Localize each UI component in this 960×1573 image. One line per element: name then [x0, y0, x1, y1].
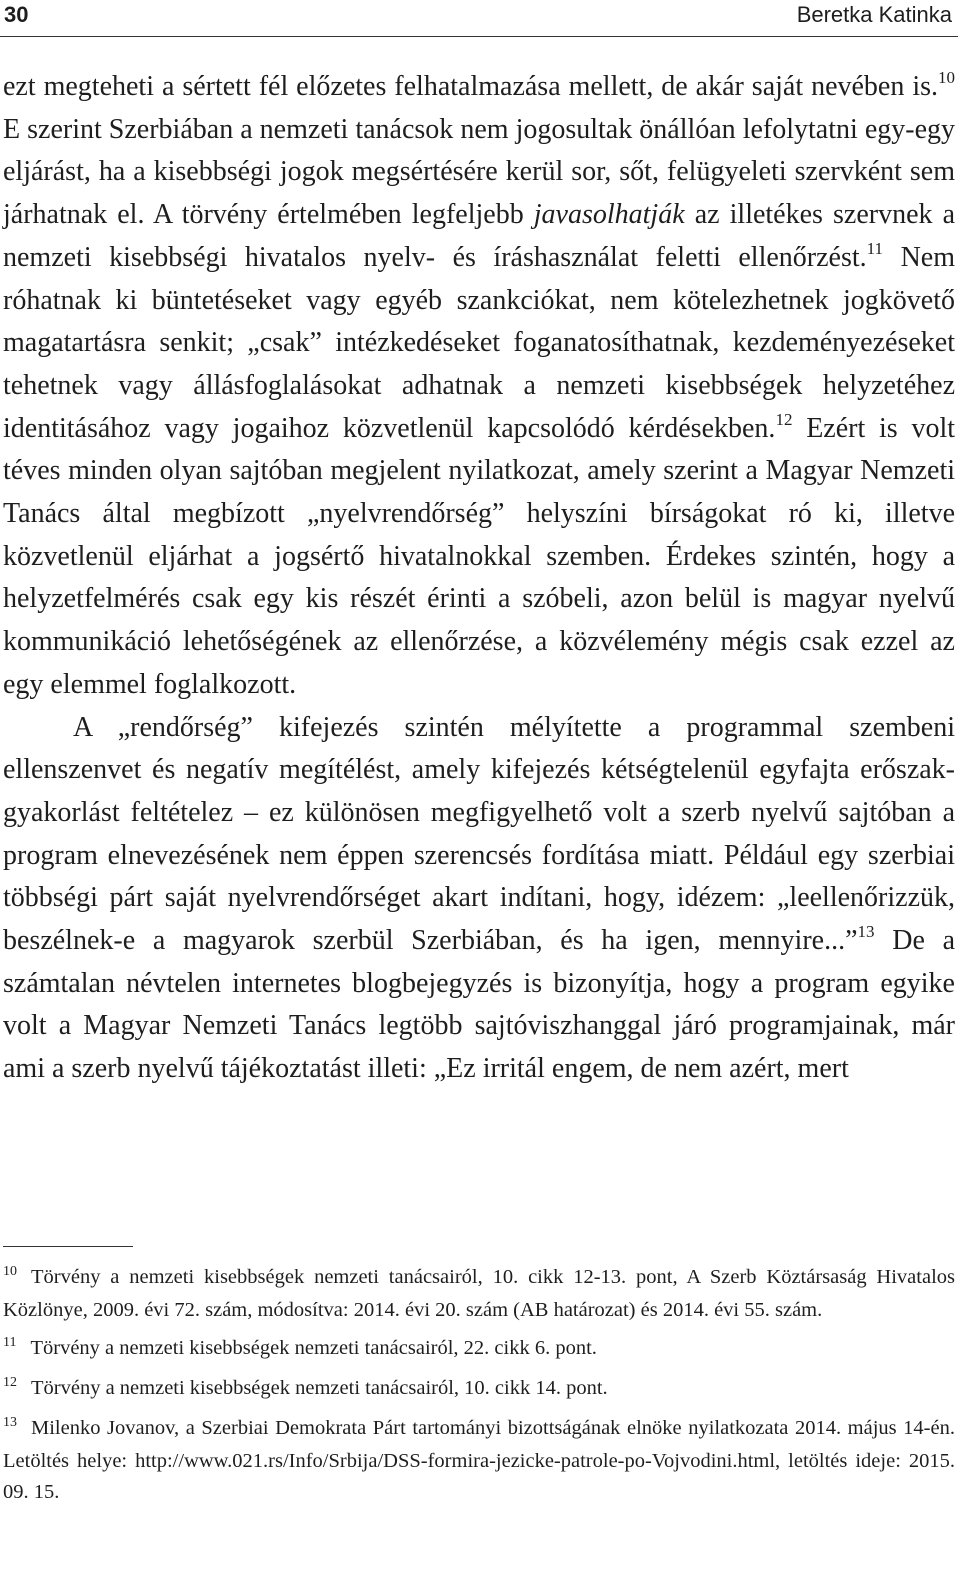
- paragraph: [3, 707, 955, 1091]
- main-text: [3, 66, 955, 1091]
- footnote-text: Törvény a nemzeti kisebbségek nemzeti tanácsairól, 10. cikk 12-13. pont, A Szerb Köztársaság Hivatalos Közlönye, 2009. évi 72. szám, módosítva: 2014. évi 20. szám (AB határozat) és 2014. évi 55. szám.: [3, 1266, 955, 1321]
- emphasis-text: javasolhatják: [533, 199, 685, 231]
- text-run: az illetékes szervnek a nemzeti kisebbségi hivatalos nyelv- és íráshasználat feletti ellenőrzést.: [3, 199, 955, 273]
- footnote: [3, 1333, 955, 1366]
- text-run: ezt megteheti a sértett fél előzetes felhatalmazása mellett, de akár saját nevében is.: [3, 71, 938, 102]
- footnote-ref[interactable]: 13: [857, 922, 875, 942]
- footnote-text: Törvény a nemzeti kisebbségek nemzeti tanácsairól, 10. cikk 14. pont.: [31, 1377, 608, 1399]
- page-header: [0, 0, 960, 30]
- footnotes: [3, 1262, 955, 1515]
- text-run: Nem róhatnak ki büntetéseket vagy egyéb szankciókat, nem kötelezhetnek jogkövető magatartásra senkit; „csak” intézkedéseket foganatosíthatnak, kezdeményezéseket tehetnek vagy állásfoglalásokat adhatnak a nemzeti kisebbségek helyzetéhez identitásához vagy jogaihoz közvetlenül kapcsolódó kérdésekben.: [3, 241, 955, 444]
- footnote-number: 10: [3, 1264, 17, 1279]
- footnote-ref[interactable]: 11: [866, 238, 884, 258]
- footnote-text: Milenko Jovanov, a Szerbiai Demokrata Párt tartományi bizottságának elnöke nyilatkozata 2014. május 14-én. Letöltés helye: http://www.021.rs/Info/Srbija/DSS-formira-jezicke-patrole-po-Vojvodini.html, letöltés ideje: 2015. 09. 15.: [3, 1417, 955, 1503]
- footnote: [3, 1373, 955, 1406]
- footnote-number: 13: [3, 1415, 17, 1430]
- page-number: 30: [4, 2, 29, 27]
- footnote-number: 11: [3, 1335, 17, 1350]
- footnote-text: Törvény a nemzeti kisebbségek nemzeti tanácsairól, 22. cikk 6. pont.: [30, 1337, 597, 1359]
- text-run: E szerint Szerbiában a nemzeti tanácsok nem jogosultak önállóan lefolytatni egy-egy eljárást, ha a kisebbségi jogok megsértésére kerül sor, sőt, felügyeleti szervként sem járhatnak el. A törvény értelmében legfeljebb: [3, 113, 955, 231]
- text-run: A „rendőrség” kifejezés szintén mélyítette a programmal szembeni ellenszenvet és negatív megítélést, amely kifejezés kétségtelenül egyfajta erőszak-gyakorlást feltételez – ez különösen megfigyelhető volt a szerb nyelvű sajtóban a program elnevezésének nem éppen szerencsés fordítása miatt. Például egy szerbiai többségi párt saját nyelvrendőrséget akart indítani, hogy, idézem: „leellenőrizzük, beszélnek-e a magyarok szerbül Szerbiában, és ha igen, mennyire...”: [3, 711, 955, 957]
- footnote-separator: [3, 1246, 133, 1247]
- running-head-author: Beretka Katinka: [796, 2, 952, 27]
- footnote-ref[interactable]: 10: [938, 68, 955, 87]
- text-run: De a számtalan névtelen internetes blogbejegyzés is bizonyítja, hogy a program egyike volt a Magyar Nemzeti Tanács legtöbb sajtóviszhanggal járó programjainak, már ami a szerb nyelvű tájékoztatást illeti: „Ez irritál engem, de nem azért, mert: [3, 925, 955, 1085]
- footnote-ref[interactable]: 12: [775, 409, 793, 429]
- footnote: [3, 1262, 955, 1326]
- text-run: Ezért is volt téves minden olyan sajtóban megjelent nyilatkozat, amely szerint a Magyar Nemzeti Tanács által megbízott „nyelvrendőrség” helyszíni bírságokat ró ki, illetve közvetlenül eljárhat a jogsértő hivatalnokkal szemben. Érdekes szintén, hogy a helyzetfelmérés csak egy kis részét érinti a szóbeli, azon belül is magyar nyelvű kommunikáció lehetőségének az ellenőrzése, a közvélemény mégis csak ezzel az egy elemmel foglalkozott.: [3, 412, 956, 700]
- footnote: [3, 1413, 955, 1508]
- footnote-number: 12: [3, 1375, 17, 1390]
- header-rule: [0, 36, 958, 37]
- paragraph: [3, 66, 955, 707]
